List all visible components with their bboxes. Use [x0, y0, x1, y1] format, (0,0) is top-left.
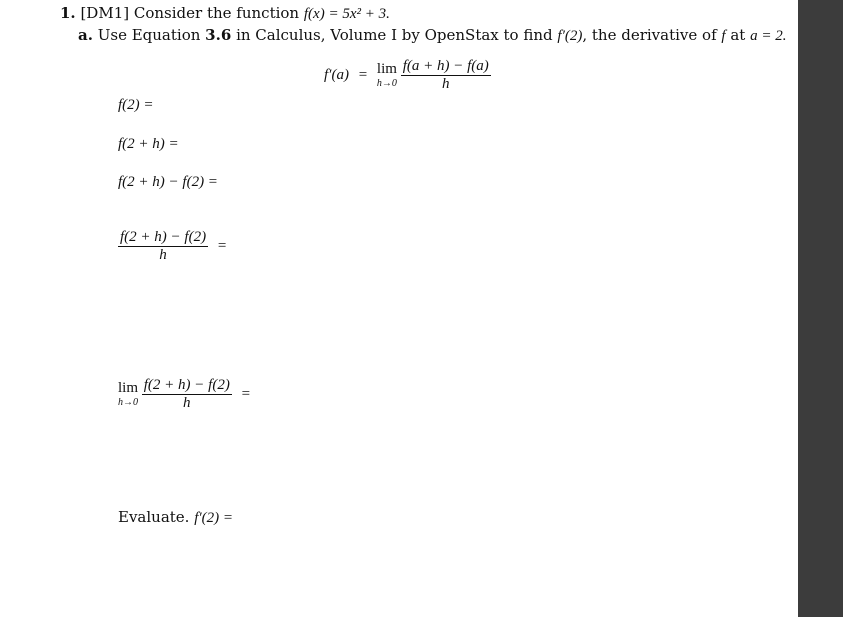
definition-lhs: f′(a) — [324, 66, 349, 83]
step-limit — [118, 377, 256, 412]
definition-numerator: f(a + h) − f(a) — [402, 58, 489, 74]
part-a-a-value: a = 2. — [750, 28, 787, 44]
definition-lim-sub: h→0 — [376, 78, 397, 89]
part-a-statement — [78, 26, 787, 45]
definition-fraction — [401, 58, 491, 93]
evaluate-expression: f′(2) = — [194, 510, 234, 526]
part-a-text-3: , the derivative of — [582, 26, 717, 44]
definition-lim: lim — [376, 61, 397, 77]
step-lim-sub: h→0 — [118, 397, 138, 408]
part-a-target: f′(2) — [557, 28, 583, 44]
step-f2: f(2) = — [118, 97, 154, 113]
problem-number: 1. — [60, 4, 76, 22]
step-difference: f(2 + h) − f(2) = — [118, 174, 218, 190]
definition-limit — [377, 62, 397, 89]
evaluate-label: Evaluate. — [118, 508, 190, 526]
step-f2h: f(2 + h) = — [118, 136, 179, 152]
limit-denominator: h — [183, 395, 191, 411]
step-limit-operator — [118, 381, 138, 408]
limit-numerator: f(2 + h) − f(2) — [143, 377, 230, 393]
part-a-text-2: in Calculus, Volume I by OpenStax to find — [236, 26, 553, 44]
part-a-f: f — [721, 28, 726, 44]
step-lim: lim — [118, 380, 139, 396]
quotient-fraction — [118, 229, 208, 264]
part-a-label: a. — [78, 26, 93, 44]
derivative-definition — [324, 58, 491, 90]
problem-tag: [DM1] — [80, 4, 130, 22]
step-evaluate — [118, 508, 233, 527]
limit-equals: = — [241, 385, 251, 402]
part-a-text-4: at — [730, 26, 746, 44]
quotient-equals: = — [217, 237, 227, 254]
definition-equals: = — [358, 66, 368, 83]
step-difference-quotient — [118, 229, 232, 264]
part-a-text-1: Use Equation — [97, 26, 201, 44]
quotient-numerator: f(2 + h) − f(2) — [120, 229, 207, 245]
limit-fraction — [142, 377, 232, 412]
right-sidebar — [798, 0, 843, 617]
definition-denominator: h — [441, 76, 450, 92]
problem-function: f(x) = 5x² + 3. — [303, 6, 390, 22]
problem-statement — [60, 4, 390, 23]
quotient-denominator: h — [159, 247, 167, 263]
problem-text: Consider the function — [133, 4, 300, 22]
equation-reference: 3.6 — [205, 26, 232, 44]
